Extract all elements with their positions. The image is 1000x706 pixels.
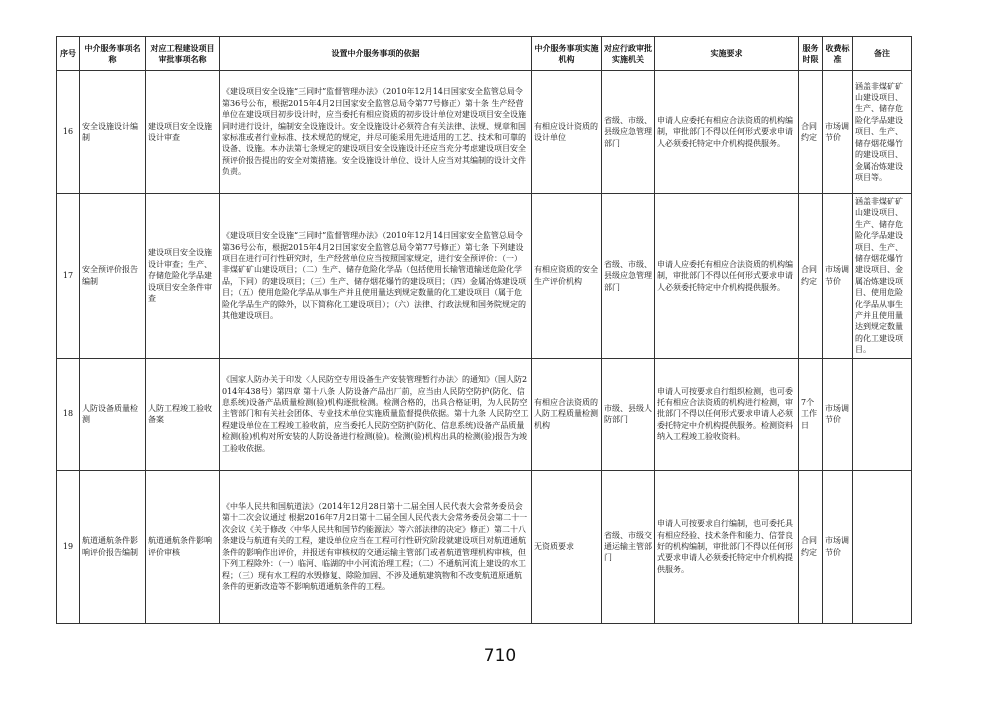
cell-no: 18: [57, 358, 80, 470]
cell-approval: 建设项目安全设施设计审查；生产、存储危险化学品建设项目安全条件审查: [146, 194, 220, 359]
table-row: [57, 470, 912, 623]
cell-fee: 市场调节价: [823, 194, 853, 359]
cell-name: 人防设备质量检测: [80, 358, 146, 470]
cell-name: 安全设施设计编制: [80, 71, 146, 194]
header-requirements: 实施要求: [655, 37, 799, 71]
cell-agency: 有相应资质的安全生产评价机构: [532, 194, 602, 359]
table-row: [57, 358, 912, 470]
header-name: 中介服务事项名称: [80, 37, 146, 71]
cell-time-limit: 合同约定: [799, 194, 823, 359]
cell-remark: 涵盖非煤矿矿山建设项目、生产、储存危险化学品建设项目、生产、储存烟花爆竹建设项目、金属冶炼建设项目、使用危险化学品从事生产并且使用量达到规定数量的化工建设项目。: [853, 194, 912, 359]
cell-requirements: 申请人应委托有相应合法资质的机构编制，审批部门不得以任何形式要求申请人必须委托特定中介机构提供服务。: [655, 194, 799, 359]
cell-remark: [853, 470, 912, 623]
cell-remark: [853, 358, 912, 470]
header-no: 序号: [57, 37, 80, 71]
cell-basis: 《中华人民共和国航道法》（2014年12月28日第十二届全国人民代表大会常务委员会第十二次会议通过 根据2016年7月2日第十二届全国人民代表大会常务委员会第二十一次会议《关于修改〈中华人民共和国节约能源法〉等六部法律的决定》修正）第二十八条建设与航道有关的工程，建设单位应当在工程可行性研究阶段就建设项目对航道通航条件的影响作出评价，并报送有审核权的交通运输主管部门或者航道管理机构审核，但下列工程除外：（一）临河、临湖的中小河流治理工程；（二）不通航河流上建设的水工程；（三）现有水工程的水毁修复、除险加固、不涉及通航建筑物和不改变航道原通航条件的更新改造等不影响航道通航条件的工程。: [220, 470, 532, 623]
cell-authority: 市级、县级人防部门: [602, 358, 655, 470]
cell-time-limit: 合同约定: [799, 71, 823, 194]
cell-name: 航道通航条件影响评价报告编制: [80, 470, 146, 623]
header-time-limit: 服务时限: [799, 37, 823, 71]
cell-approval: 建设项目安全设施设计审查: [146, 71, 220, 194]
cell-no: 19: [57, 470, 80, 623]
cell-fee: 市场调节价: [823, 358, 853, 470]
header-authority: 对应行政审批实施机关: [602, 37, 655, 71]
cell-authority: 省级、市级、县级应急管理部门: [602, 194, 655, 359]
table-header-row: [57, 37, 912, 71]
cell-agency: 无资质要求: [532, 470, 602, 623]
cell-requirements: 申请人可按要求自行组织检测，也可委托有相应合法资质的机构进行检测，审批部门不得以任何形式要求申请人必须委托特定中介机构提供服务。检测资料纳入工程竣工验收资料。: [655, 358, 799, 470]
cell-no: 17: [57, 194, 80, 359]
cell-fee: 市场调节价: [823, 470, 853, 623]
header-basis: 设置中介服务事项的依据: [220, 37, 532, 71]
cell-authority: 省级、市级、县级应急管理部门: [602, 71, 655, 194]
cell-name: 安全预评价报告编制: [80, 194, 146, 359]
cell-approval: 航道通航条件影响评价审核: [146, 470, 220, 623]
table-row: [57, 71, 912, 194]
page-number: 710: [483, 646, 517, 666]
header-remark: 备注: [853, 37, 912, 71]
header-fee: 收费标准: [823, 37, 853, 71]
cell-basis: 《建设项目安全设施“三同时”监督管理办法》（2010年12月14日国家安全监管总局令第36号公布，根据2015年4月2日国家安全监管总局令第77号修正）第七条 下列建设项目在进行可行性研究时，生产经营单位应当按照国家规定，进行安全预评价：（一）非煤矿矿山建设项目；（二）生产、储存危险化学品（包括使用长输管道输送危险化学品，下同）的建设项目；（三）生产、储存烟花爆竹的建设项目；（四）金属冶炼建设项目；（五）使用危险化学品从事生产并且使用量达到规定数量的化工建设项目（属于危险化学品生产的除外，以下简称化工建设项目）；（六）法律、行政法规和国务院规定的其他建设项目。: [220, 194, 532, 359]
cell-requirements: 申请人可按要求自行编制，也可委托具有相应经验、技术条件和能力、信誉良好的机构编制，审批部门不得以任何形式要求申请人必须委托特定中介机构提供服务。: [655, 470, 799, 623]
cell-authority: 省级、市级交通运输主管部门: [602, 470, 655, 623]
cell-time-limit: 7个工作日: [799, 358, 823, 470]
cell-approval: 人防工程竣工验收备案: [146, 358, 220, 470]
cell-agency: 有相应设计资质的设计单位: [532, 71, 602, 194]
intermediary-services-table: [56, 36, 912, 624]
header-approval: 对应工程建设项目审批事项名称: [146, 37, 220, 71]
cell-basis: 《国家人防办关于印发〈人民防空专用设备生产安装管理暂行办法〉的通知》（国人防2014年438号）第四章 第十八条 人防设备产品出厂前，应当由人民防空防护(防化、信息系统)设备产品质量检测(验)机构逐批检测。检测合格的，出具合格证明，为人民防空主管部门和有关社会团体、专业技术单位实施质量监督提供依据。第十九条 人民防空工程建设单位在工程竣工验收前，应当委托人民防空防护(防化、信息系统)设备产品质量检测(验)机构对所安装的人防设备进行检测(验)。检测(验)机构出具的检测(验)报告为竣工验收依据。: [220, 358, 532, 470]
table-row: [57, 194, 912, 359]
cell-basis: 《建设项目安全设施“三同时”监督管理办法》（2010年12月14日国家安全监管总局令第36号公布，根据2015年4月2日国家安全监管总局令第77号修正）第十条 生产经营单位在建设项目初步设计时，应当委托有相应资质的初步设计单位对建设项目安全设施同时进行设计，编制安全设施设计。安全设施设计必须符合有关法律、法规、规章和国家标准或者行业标准、技术规范的规定，并尽可能采用先进适用的工艺、技术和可靠的设备、设施。本办法第七条规定的建设项目安全设施设计还应当充分考虑建设项目安全预评价报告提出的安全对策措施。安全设施设计单位、设计人应当对其编制的设计文件负责。: [220, 71, 532, 194]
cell-no: 16: [57, 71, 80, 194]
cell-requirements: 申请人应委托有相应合法资质的机构编制，审批部门不得以任何形式要求申请人必须委托特定中介机构提供服务。: [655, 71, 799, 194]
header-agency: 中介服务事项实施机构: [532, 37, 602, 71]
cell-agency: 有相应合法资质的人防工程质量检测机构: [532, 358, 602, 470]
cell-time-limit: 合同约定: [799, 470, 823, 623]
cell-fee: 市场调节价: [823, 71, 853, 194]
cell-remark: 涵盖非煤矿矿山建设项目、生产、储存危险化学品建设项目、生产、储存烟花爆竹的建设项目、金属冶炼建设项目等。: [853, 71, 912, 194]
